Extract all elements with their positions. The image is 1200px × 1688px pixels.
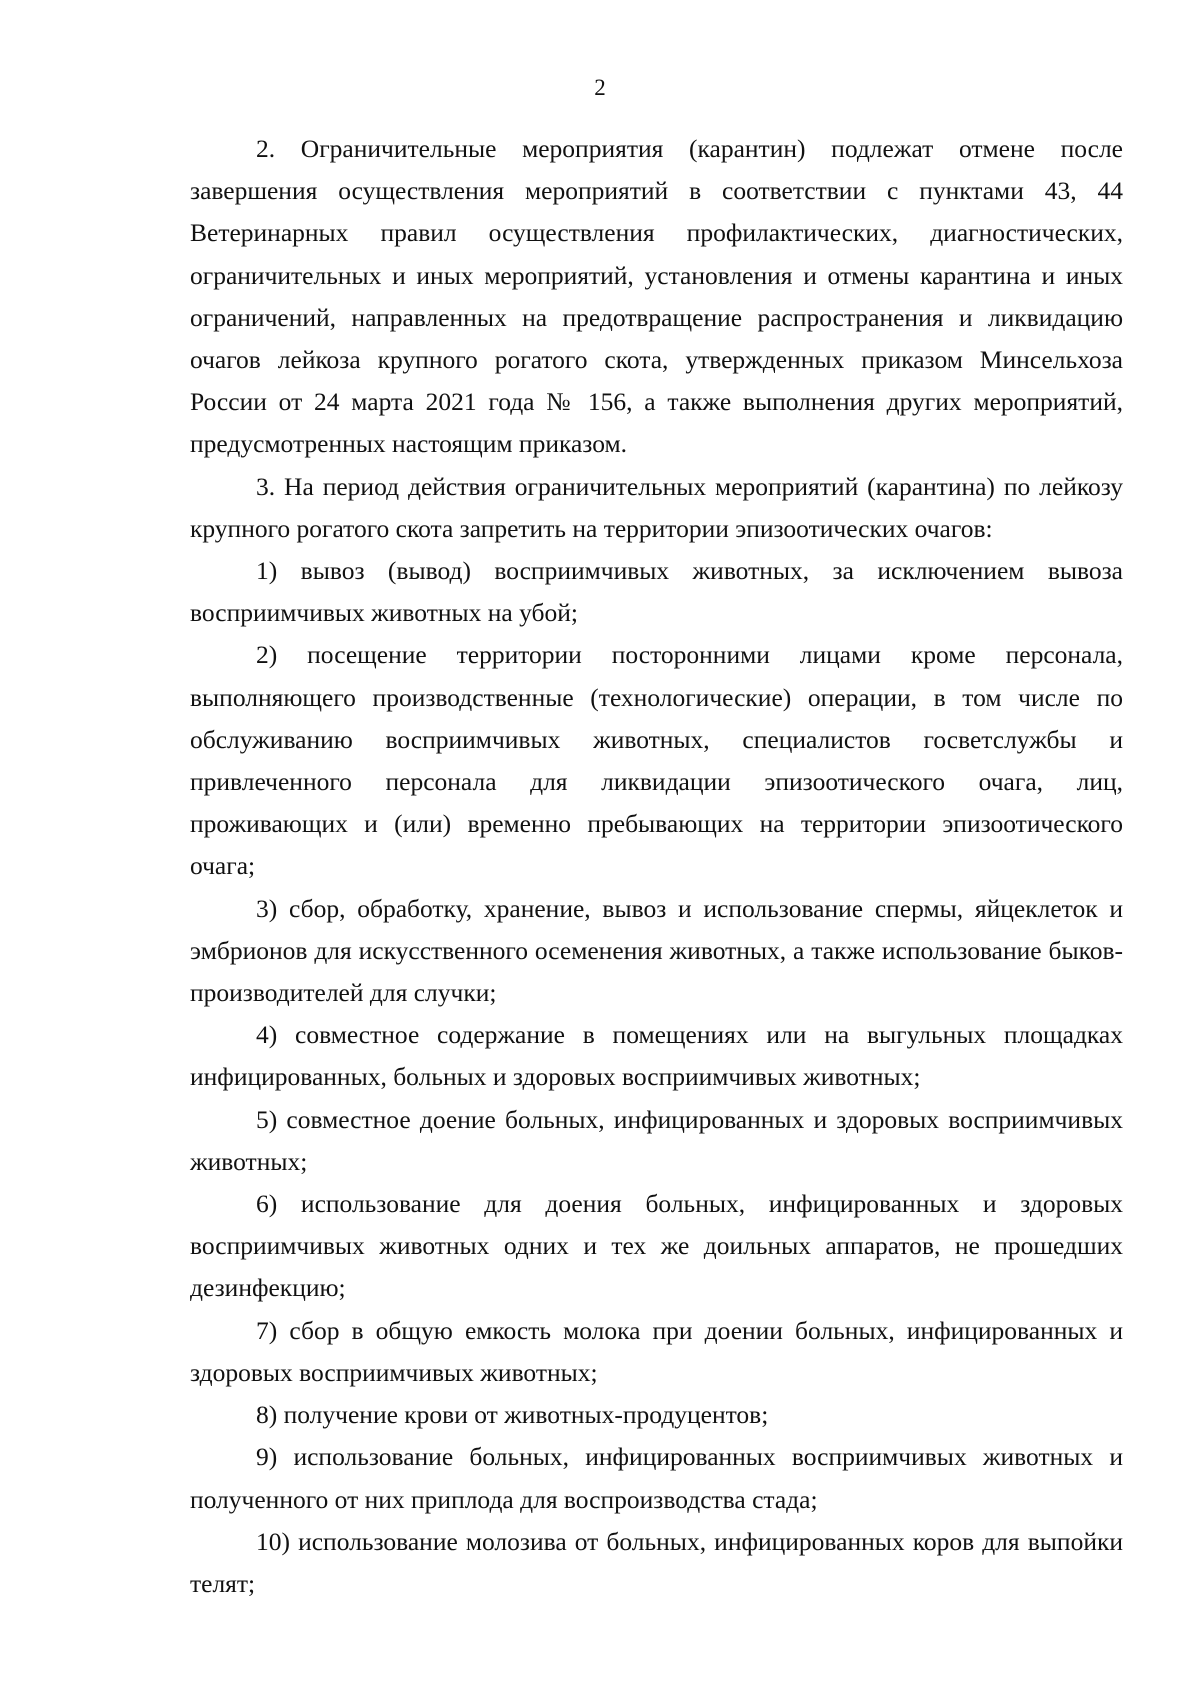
subitem-7: 7) сбор в общую емкость молока при доении больных, инфицированных и здоровых восприимчивых животных; (190, 1315, 1123, 1387)
subitem-2: 2) посещение территории посторонними лицами кроме персонала, выполняющего производственные (технологические) операции, в том числе по обслуживанию восприимчивых животных, специалистов госветслужбы и привлеченного персонала для ликвидации эпизоотического очага, лиц, проживающих и (или) временно пребывающих на территории эпизоотического очага; (190, 640, 1123, 881)
paragraph-item-2: 2. Ограничительные мероприятия (карантин) подлежат отмене после завершения осуществления мероприятий в соответствии с пунктами 43, 44 Ветеринарных правил осуществления профилактических, диагностических, ограничительных и иных мероприятий, установления и отмены карантина и иных ограничений, направленных на предотвращение распространения и ликвидацию очагов лейкоза крупного рогатого скота, утвержденных приказом Минсельхоза России от 24 марта 2021 года № 156, а также выполнения других мероприятий, предусмотренных настоящим приказом. (190, 134, 1123, 459)
subitem-10: 10) использование молозива от больных, инфицированных коров для выпойки телят; (190, 1526, 1123, 1598)
subitem-9: 9) использование больных, инфицированных восприимчивых животных и полученного от них приплода для воспроизводства стада; (190, 1442, 1123, 1514)
subitem-8: 8) получение крови от животных-продуцентов; (256, 1400, 769, 1430)
subitem-3: 3) сбор, обработку, хранение, вывоз и использование спермы, яйцеклеток и эмбрионов для искусственного осеменения животных, а также использование быков-производителей для случки; (190, 893, 1123, 1008)
paragraph-item-3: 3. На период действия ограничительных мероприятий (карантина) по лейкозу крупного рогатого скота запретить на территории эпизоотических очагов: (190, 471, 1123, 543)
page-number: 2 (594, 75, 606, 100)
document-body (190, 128, 1123, 1605)
subitem-6: 6) использование для доения больных, инфицированных и здоровых восприимчивых животных одних и тех же доильных аппаратов, не прошедших дезинфекцию; (190, 1189, 1123, 1303)
subitem-4: 4) совместное содержание в помещениях или на выгульных площадках инфицированных, больных и здоровых восприимчивых животных; (190, 1020, 1123, 1092)
subitem-1: 1) вывоз (вывод) восприимчивых животных, за исключением вывоза восприимчивых животных на убой; (190, 556, 1123, 628)
subitem-5: 5) совместное доение больных, инфицированных и здоровых восприимчивых животных; (190, 1104, 1123, 1176)
